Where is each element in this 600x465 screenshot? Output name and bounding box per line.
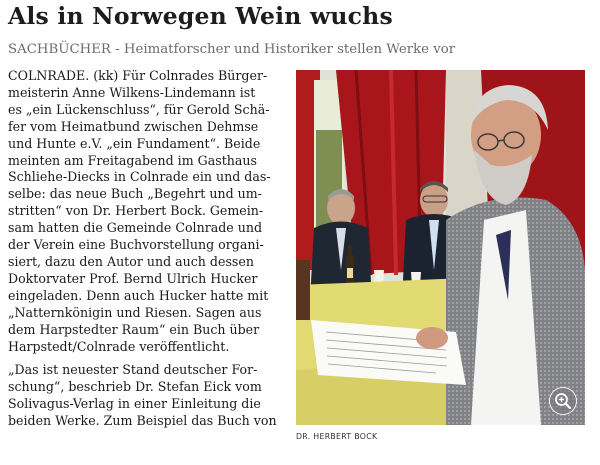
body-line: der Verein eine Buchvorstellung organi- [8, 237, 264, 253]
body-line: fer vom Heimatbund zwischen Dehmse [8, 118, 259, 134]
body-line: COLNRADE. (kk) Für Colnrades Bürger- [8, 68, 268, 83]
body-line: selbe: das neue Buch „Begehrt und um- [8, 186, 262, 202]
body-line: Doktorvater Prof. Bernd Ulrich Hucker [8, 270, 258, 286]
body-line: sam hatten die Gemeinde Colnrade und [8, 220, 263, 236]
article-subhead: SACHBÜCHER - Heimatforscher und Historiker stellen Werke vor [8, 42, 456, 57]
magnifier-glyph [550, 388, 576, 414]
body-line: stritten“ von Dr. Herbert Bock. Gemein- [8, 203, 264, 219]
body-line: dem Harpstedter Raum“ ein Buch über [8, 321, 260, 337]
body-line: Solivagus-Verlag in einer Einleitung die [8, 396, 261, 412]
body-line: beiden Werke. Zum Beispiel das Buch von [8, 413, 277, 429]
body-line: Harpstedt/Colnrade veröffentlicht. [8, 338, 230, 354]
paragraph-spacer [8, 355, 290, 362]
body-line: „Das ist neuester Stand deutscher For- [8, 362, 258, 378]
photo-caption: DR. HERBERT BOCK [296, 432, 378, 441]
body-line: Schliehe-Diecks in Colnrade ein und das- [8, 169, 271, 185]
body-line: es „ein Lückenschluss“, für Gerold Schä- [8, 101, 270, 117]
body-line: meinten am Freitagabend im Gasthaus [8, 152, 257, 168]
body-line: siert, dazu den Autor und auch dessen [8, 253, 254, 269]
zoom-in-icon[interactable] [549, 387, 577, 415]
article-body [8, 68, 290, 430]
body-line: und Hunte e.V. „ein Fundament“. Beide [8, 135, 261, 151]
body-line: schung“, beschrieb Dr. Stefan Eick vom [8, 379, 262, 395]
body-line: meisterin Anne Wilkens-Lindemann ist [8, 84, 256, 100]
photo-illustration [296, 70, 585, 425]
body-line: eingeladen. Denn auch Hucker hatte mit [8, 287, 269, 303]
article-headline: Als in Norwegen Wein wuchs [8, 2, 393, 30]
body-line: „Natternkönigin und Riesen. Sagen aus [8, 304, 262, 320]
article-photo[interactable] [296, 70, 585, 425]
